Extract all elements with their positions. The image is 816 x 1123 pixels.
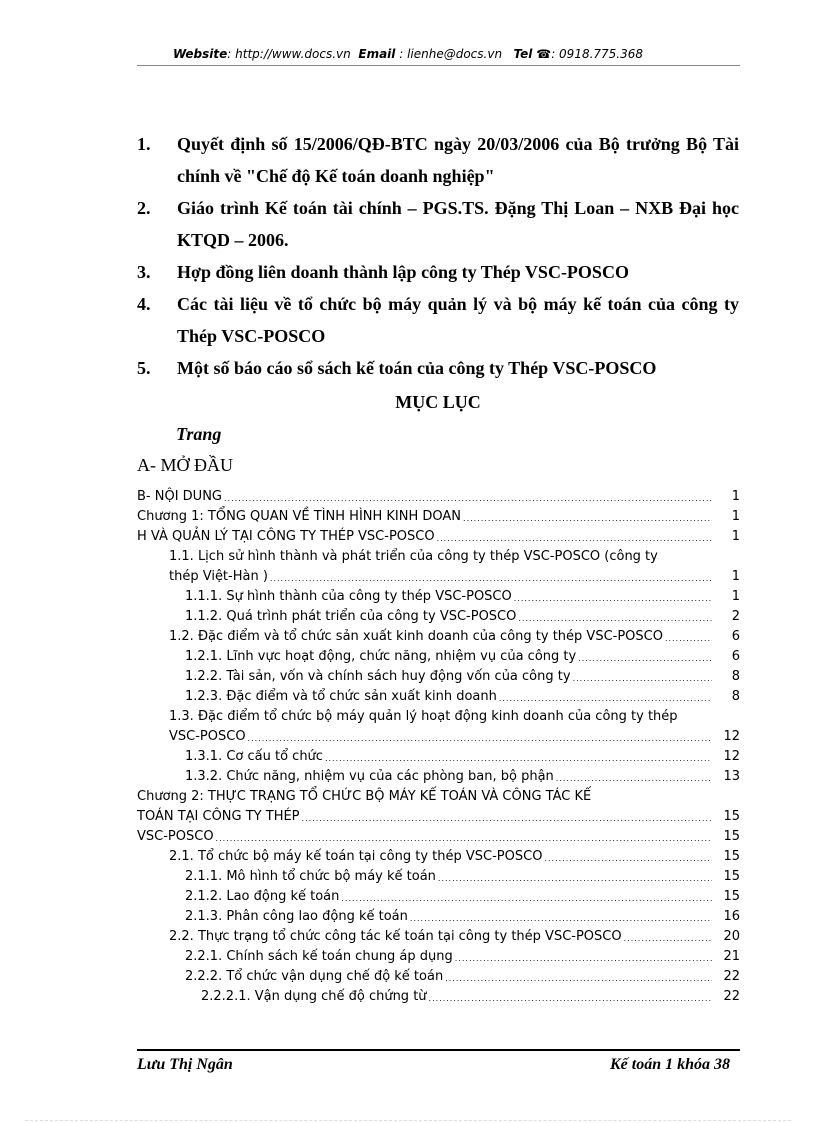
reference-item: 3. Hợp đồng liên doanh thành lập công ty Thép VSC-POSCO <box>137 262 629 282</box>
toc-entry[interactable]: 1.1.1. Sự hình thành của công ty thép VSC-POSCO ..... 1 <box>137 587 740 607</box>
email-value[interactable]: : lienhe@docs.vn <box>395 47 503 61</box>
toc-entry[interactable]: 1.2. Đặc điểm và tổ chức sản xuất kinh doanh của công ty thép VSC-POSCO ..... 6 <box>137 627 740 647</box>
reference-item: 1. Quyết định số 15/2006/QĐ-BTC ngày 20/03/2006 của Bộ trưởng Bộ Tài chính về "Chế độ Kế toán doanh nghiệp" <box>137 134 739 186</box>
tel-value: : 0918.775.368 <box>551 47 644 61</box>
toc-entry[interactable]: B- NỘI DUNG ..... 1 <box>137 487 740 507</box>
reference-list <box>137 128 739 384</box>
toc-entry[interactable]: 1.1.2. Quá trình phát triển của công ty VSC-POSCO ..... 2 <box>137 607 740 627</box>
email-label: Email <box>358 47 396 61</box>
reference-item: 5. Một số báo cáo sổ sách kế toán của công ty Thép VSC-POSCO <box>137 358 657 378</box>
toc-entry[interactable]: 1.2.3. Đặc điểm và tổ chức sản xuất kinh doanh ..... 8 <box>137 687 740 707</box>
toc-entry[interactable]: 1.3.2. Chức năng, nhiệm vụ của các phòng ban, bộ phận ..... 13 <box>137 767 740 787</box>
toc-intro-heading: A- MỞ ĐẦU <box>137 455 233 475</box>
reference-item: 2. Giáo trình Kế toán tài chính – PGS.TS. Đặng Thị Loan – NXB Đại học KTQD – 2006. <box>137 198 739 250</box>
website-value[interactable]: : http://www.docs.vn <box>227 47 351 61</box>
toc-entry[interactable]: 2.1.3. Phân công lao động kế toán ..... 16 <box>137 907 740 927</box>
page-header <box>0 47 816 61</box>
toc-entry[interactable]: 2.1. Tổ chức bộ máy kế toán tại công ty thép VSC-POSCO ..... 15 <box>137 847 740 867</box>
page-bottom-divider <box>25 1120 791 1121</box>
toc-entry[interactable]: 1.2.2. Tài sản, vốn và chính sách huy động vốn của công ty ..... 8 <box>137 667 740 687</box>
footer-author: Lưu Thị Ngân <box>137 1056 233 1073</box>
website-label: Website <box>172 47 228 61</box>
toc-entry[interactable]: 2.2.2. Tổ chức vận dụng chế độ kế toán ..... 22 <box>137 967 740 987</box>
toc-entry[interactable]: 2.2. Thực trạng tổ chức công tác kế toán tại công ty thép VSC-POSCO ..... 20 <box>137 927 740 947</box>
table-of-contents <box>137 487 740 1007</box>
toc-entry[interactable]: H VÀ QUẢN LÝ TẠI CÔNG TY THÉP VSC-POSCO ..... 1 <box>137 527 740 547</box>
footer-course: Kế toán 1 khóa 38 <box>609 1056 730 1073</box>
toc-entry-first-line[interactable]: 1.1. Lịch sử hình thành và phát triển của công ty thép VSC-POSCO (công ty <box>169 549 658 564</box>
toc-entry[interactable]: 2.2.2.1. Vận dụng chế độ chứng từ ..... 22 <box>137 987 740 1007</box>
toc-entry[interactable]: VSC-POSCO ..... 15 <box>137 827 740 847</box>
toc-entry[interactable]: 2.2.1. Chính sách kế toán chung áp dụng ..... 21 <box>137 947 740 967</box>
phone-icon: ☎ <box>536 47 552 61</box>
reference-item: 4. Các tài liệu về tổ chức bộ máy quản lý và bộ máy kế toán của công ty Thép VSC-POSCO <box>137 294 739 346</box>
toc-entry[interactable]: VSC-POSCO ..... 12 <box>137 727 740 747</box>
toc-entry[interactable]: Chương 1: TỔNG QUAN VỀ TÌNH HÌNH KINH DOAN ..... 1 <box>137 507 740 527</box>
toc-entry[interactable]: 2.1.1. Mô hình tổ chức bộ máy kế toán ..... 15 <box>137 867 740 887</box>
toc-entry-first-line[interactable]: Chương 2: THỰC TRẠNG TỔ CHỨC BỘ MÁY KẾ TOÁN VÀ CÔNG TÁC KẾ <box>137 789 592 804</box>
toc-entry[interactable]: thép Việt-Hàn ) ..... 1 <box>137 567 740 587</box>
toc-entry[interactable]: 2.1.2. Lao động kế toán ..... 15 <box>137 887 740 907</box>
toc-entry-first-line[interactable]: 1.3. Đặc điểm tổ chức bộ máy quản lý hoạt động kinh doanh của công ty thép <box>169 709 678 724</box>
footer-rule <box>137 1049 740 1051</box>
toc-entry[interactable]: 1.3.1. Cơ cấu tổ chức ..... 12 <box>137 747 740 767</box>
toc-entry[interactable]: 1.2.1. Lĩnh vực hoạt động, chức năng, nhiệm vụ của công ty ..... 6 <box>137 647 740 667</box>
toc-page-header: Trang <box>176 424 222 444</box>
toc-entry[interactable]: TOÁN TẠI CÔNG TY THÉP ..... 15 <box>137 807 740 827</box>
toc-title: MỤC LỤC <box>395 392 481 412</box>
header-rule <box>137 65 740 66</box>
tel-label: Tel <box>513 47 533 61</box>
